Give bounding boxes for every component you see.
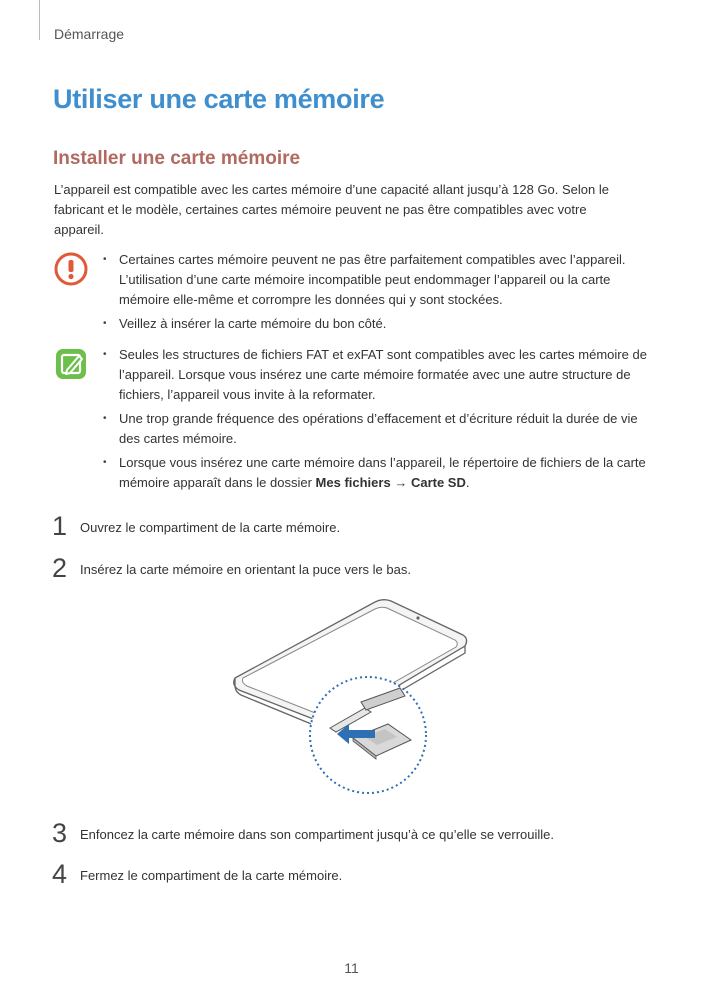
step-4	[52, 859, 652, 895]
note-item: • Une trop grande fréquence des opérations d’effacement et d’écriture réduit la durée de vie des cartes mémoire.	[119, 409, 654, 449]
warning-icon	[54, 252, 88, 286]
step-text: Fermez le compartiment de la carte mémoire.	[80, 868, 343, 883]
step-2	[52, 553, 652, 589]
note-list	[54, 345, 654, 493]
caution-list	[54, 250, 654, 334]
step-text: Ouvrez le compartiment de la carte mémoire.	[80, 520, 341, 535]
note-item: • Seules les structures de fichiers FAT et exFAT sont compatibles avec les cartes mémoire de l’appareil. Lorsque vous insérez une carte mémoire formatée avec une autre structure de fichiers, l’appareil vous invite à la reformater.	[119, 345, 654, 405]
note-pencil-icon	[54, 347, 88, 381]
step-number: 4	[52, 859, 68, 889]
intro-paragraph: L’appareil est compatible avec les cartes mémoire d’une capacité allant jusqu’à 128 Go. Selon le fabricant et le modèle, certaines cartes mémoire peuvent ne pas être compatibles avec votre appareil.	[54, 182, 609, 237]
step-3	[52, 818, 652, 854]
note-item	[119, 453, 654, 493]
section-label: Démarrage	[54, 26, 125, 42]
step-number: 3	[52, 818, 68, 848]
step-text: Insérez la carte mémoire en orientant la puce vers le bas.	[80, 562, 411, 577]
note-block	[54, 345, 654, 497]
caution-block	[54, 250, 654, 338]
page-title: Utiliser une carte mémoire	[53, 84, 385, 114]
step-1	[52, 511, 652, 547]
memory-card-insertion-illustration	[225, 590, 480, 820]
margin-rule	[39, 0, 40, 40]
folder-name: Mes fichiers	[315, 475, 391, 490]
step-number: 2	[52, 553, 68, 583]
caution-item: • Certaines cartes mémoire peuvent ne pas être parfaitement compatibles avec l’appareil. L’utilisation d’une carte mémoire incompatible peut endommager l’appareil ou la carte mémoire elle-même et corrompre les données qui y sont stockées.	[119, 250, 654, 310]
note-item-text: Lorsque vous insérez une carte mémoire dans l’appareil, le répertoire de fichiers de la carte mémoire apparaît dans le dossier	[119, 455, 646, 490]
page-number: 11	[344, 960, 359, 976]
caution-item: • Veillez à insérer la carte mémoire du bon côté.	[119, 314, 654, 334]
arrow-glyph: →	[394, 475, 408, 490]
step-number: 1	[52, 511, 68, 541]
section-subtitle: Installer une carte mémoire	[53, 148, 301, 169]
step-text: Enfoncez la carte mémoire dans son compartiment jusqu’à ce qu’elle se verrouille.	[80, 827, 555, 842]
target-folder-name: Carte SD	[410, 475, 466, 490]
note-item-suffix: .	[465, 475, 470, 490]
